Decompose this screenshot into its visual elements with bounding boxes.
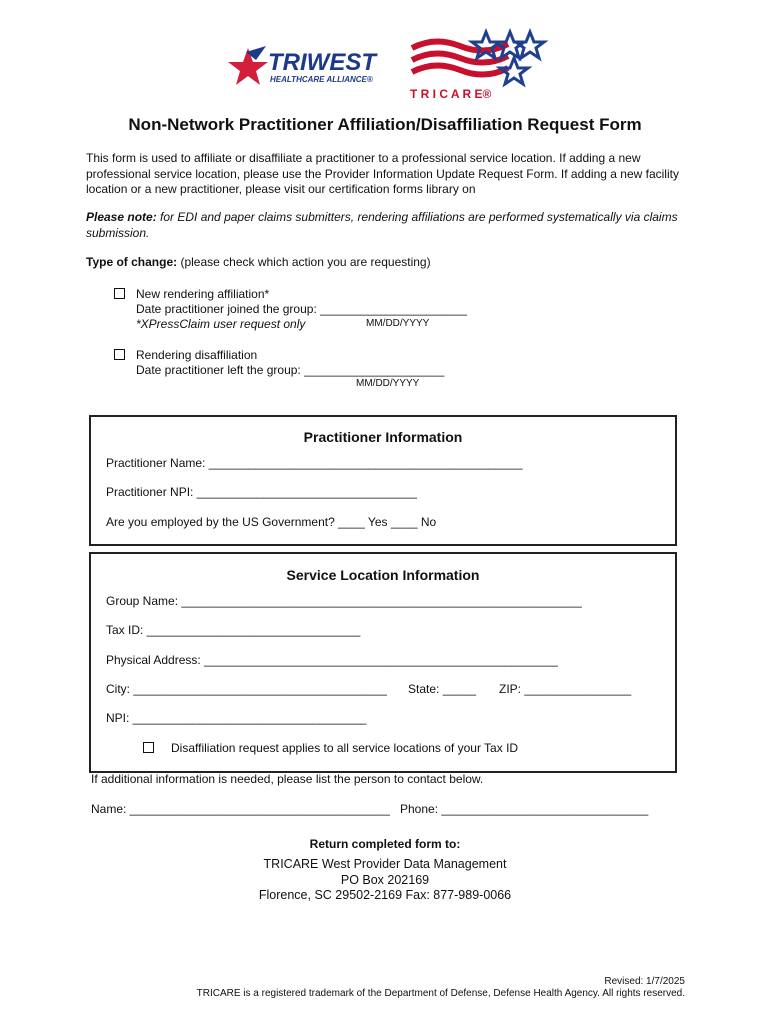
join-date-field[interactable]: Date practitioner joined the group: ______________________	[136, 302, 467, 316]
tricare-logo	[410, 28, 550, 102]
service-location-title: Service Location Information	[286, 567, 480, 583]
us-government-employed-field[interactable]: Are you employed by the US Government? ____ Yes ____ No	[106, 515, 437, 529]
type-of-change	[86, 255, 431, 269]
leave-date-format: MM/DD/YYYY	[356, 378, 420, 389]
physical-address-field[interactable]: Physical Address: _____________________________________________________	[106, 653, 558, 667]
type-text: (please check which action you are requesting)	[177, 255, 431, 269]
all-locations-label: Disaffiliation request applies to all service locations of your Tax ID	[171, 741, 519, 755]
group-name-field[interactable]: Group Name: ____________________________________________________________	[106, 594, 582, 608]
tax-id-field[interactable]: Tax ID: ________________________________	[106, 623, 361, 637]
tricare-wordmark: T R I C A R E®	[410, 87, 492, 101]
note-text: for EDI and paper claims submitters, rendering affiliations are performed systematically via claims submission.	[86, 210, 678, 240]
new-affiliation-checkbox[interactable]	[114, 288, 125, 299]
leave-date-field[interactable]: Date practitioner left the group: _____________________	[136, 363, 445, 377]
practitioner-info-title: Practitioner Information	[303, 429, 463, 445]
return-line-1: TRICARE West Provider Data Management	[263, 857, 507, 871]
form-intro: This form is used to affiliate or disaffiliate a practitioner to a professional service location. If adding a new professional service location, please use the Provider Information Update Request Form. If adding a new facility location or a new practitioner, please visit our certification forms library on	[86, 151, 679, 196]
type-label: Type of change:	[86, 255, 178, 269]
return-line-2: PO Box 202169	[340, 873, 430, 887]
disaffiliation-label: Rendering disaffiliation	[136, 348, 258, 362]
triwest-wordmark: TRIWEST	[268, 49, 376, 76]
disaffiliation-checkbox[interactable]	[114, 349, 125, 360]
xpressclaim-footnote: *XPressClaim user request only	[136, 317, 306, 331]
practitioner-name-field[interactable]: Practitioner Name: _______________________________________________	[106, 456, 523, 470]
zip-field[interactable]: ZIP: ________________	[499, 682, 632, 696]
tricare-flag-icon	[412, 32, 544, 84]
contact-name-field[interactable]: Name: _______________________________________	[91, 802, 390, 816]
return-line-3: Florence, SC 29502-2169 Fax: 877-989-0066	[258, 888, 512, 902]
service-location-box	[89, 552, 677, 773]
all-locations-checkbox[interactable]	[143, 742, 154, 753]
state-field[interactable]: State: _____	[408, 682, 477, 696]
form-title: Non-Network Practitioner Affiliation/Disaffiliation Request Form	[128, 115, 642, 134]
new-affiliation-label: New rendering affiliation*	[136, 287, 270, 301]
contact-info-text: If additional information is needed, please list the person to contact below.	[91, 772, 484, 786]
city-field[interactable]: City: ______________________________________	[106, 682, 387, 696]
location-npi-field[interactable]: NPI: ___________________________________	[106, 711, 367, 725]
revised-date: Revised: 1/7/2025	[604, 976, 685, 987]
trademark-notice: TRICARE is a registered trademark of the Department of Defense, Defense Health Agency. All rights reserved.	[196, 988, 685, 999]
note-paragraph	[86, 210, 686, 241]
practitioner-info-box	[89, 415, 677, 546]
triwest-logo	[226, 40, 386, 90]
practitioner-npi-field[interactable]: Practitioner NPI: _________________________________	[106, 485, 417, 499]
return-heading: Return completed form to:	[309, 837, 461, 851]
contact-phone-field[interactable]: Phone: _______________________________	[400, 802, 649, 816]
note-label: Please note:	[86, 210, 157, 224]
triwest-subtitle: HEALTHCARE ALLIANCE®	[270, 75, 373, 84]
join-date-format: MM/DD/YYYY	[366, 318, 430, 329]
